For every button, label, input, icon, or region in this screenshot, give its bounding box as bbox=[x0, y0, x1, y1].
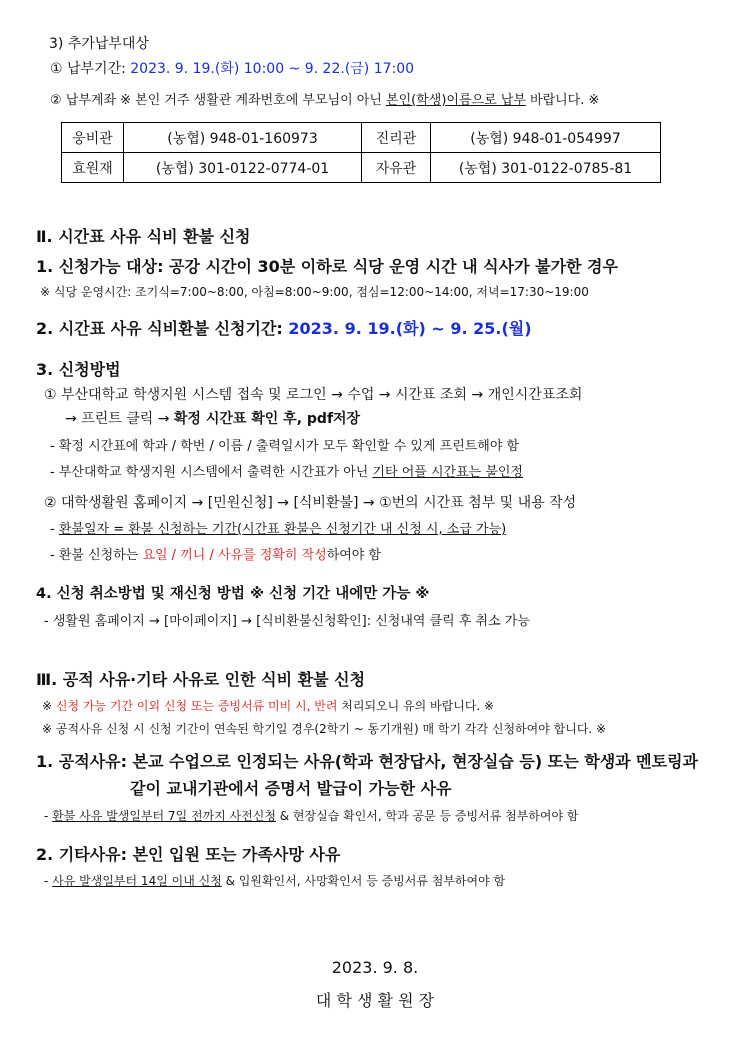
section-2-title: Ⅱ. 시간표 사유 식비 환불 신청 bbox=[36, 227, 251, 246]
account-table bbox=[61, 122, 661, 183]
dorm-account: (농협) 948-01-160973 bbox=[124, 123, 362, 153]
payment-account-line bbox=[50, 93, 599, 109]
document-date: 2023. 9. 8. bbox=[331, 958, 419, 977]
sec3-item2-title: 2. 기타사유: 본인 입원 또는 가족사망 사유 bbox=[36, 845, 341, 864]
sec3-item2-desc bbox=[44, 874, 505, 888]
payment-period-value: 2023. 9. 19.(화) 10:00 ~ 9. 22.(금) 17:00 bbox=[130, 61, 415, 77]
sec2-item4-title: 4. 신청 취소방법 및 재신청 방법 ※ 신청 기간 내에만 가능 ※ bbox=[36, 586, 430, 602]
sec3-item2-desc-dash: - bbox=[44, 874, 53, 888]
payment-account-tail: 바랍니다. ※ bbox=[525, 93, 600, 108]
sec3-item1-title-cont: 같이 교내기관에서 증명서 발급이 가능한 사유 bbox=[130, 779, 452, 798]
dorm-name: 웅비관 bbox=[62, 123, 124, 153]
sec3-item1-desc-dash: - bbox=[44, 809, 53, 823]
dorm-name: 진리관 bbox=[362, 123, 431, 153]
method-bullet-4-tail: 하여야 함 bbox=[326, 548, 382, 563]
method-step-1: ① 부산대학교 학생지원 시스템 접속 및 로그인 → 수업 → 시간표 조회 → 개인시간표조회 bbox=[44, 387, 583, 403]
dorm-name: 효원재 bbox=[62, 153, 124, 183]
sec2-item2-line bbox=[36, 319, 532, 338]
method-bullet-3-dash: - bbox=[50, 522, 59, 537]
sec3-note-1-prefix: ※ bbox=[42, 699, 56, 713]
dorm-account: (농협) 948-01-054997 bbox=[431, 123, 661, 153]
cafeteria-hours-note: ※ 식당 운영시간: 조기식=7:00~8:00, 아침=8:00~9:00, 점심=12:00~14:00, 저녁=17:30~19:00 bbox=[40, 285, 589, 299]
sec3-note-2: ※ 공적사유 신청 시 신청 기간이 연속된 학기일 경우(2학기 ~ 동기개원) 매 학기 각각 신청하여야 합니다. ※ bbox=[42, 722, 607, 736]
sec3-item1-desc bbox=[44, 809, 578, 823]
payment-period-label: ① 납부기간: bbox=[50, 61, 131, 77]
sec2-item1-title: 1. 신청가능 대상: 공강 시간이 30분 이하로 식당 운영 시간 내 식사가 불가한 경우 bbox=[36, 257, 618, 276]
method-bullet-3-underlined: 환불일자 = 환불 신청하는 기간(시간표 환불은 신청기간 내 신청 시, 소급 가능) bbox=[58, 522, 507, 537]
method-bullet-4-emphasis: 요일 / 끼니 / 사유를 정확히 작성 bbox=[142, 548, 327, 563]
method-step-2: ② 대학생활원 홈페이지 → [민원신청] → [식비환불] → ①번의 시간표 첨부 및 내용 작성 bbox=[44, 495, 577, 511]
dorm-account: (농협) 301-0122-0785-81 bbox=[431, 153, 661, 183]
sec3-item1-desc-underlined: 환불 사유 발생일부터 7일 전까지 사전신청 bbox=[52, 809, 276, 823]
method-bullet-2-underlined: 기타 어플 시간표는 불인정 bbox=[372, 465, 523, 480]
s3-heading: 3) 추가납부대상 bbox=[49, 36, 149, 52]
sec3-note-1-emphasis: 신청 가능 기간 이외 신청 또는 증빙서류 미비 시, 반려 bbox=[55, 699, 338, 713]
method-bullet-2 bbox=[50, 465, 523, 481]
method-bullet-2-text: - 부산대학교 학생지원 시스템에서 출력한 시간표가 아닌 bbox=[50, 465, 373, 480]
section-3-title: Ⅲ. 공적 사유·기타 사유로 인한 식비 환불 신청 bbox=[36, 670, 366, 689]
sec3-note-1 bbox=[42, 699, 494, 713]
sec3-item1-title: 1. 공적사유: 본교 수업으로 인정되는 사유(학과 현장답사, 현장실습 등) 또는 학생과 멘토링과 bbox=[36, 752, 699, 771]
payment-period-line bbox=[50, 61, 414, 78]
sec3-item2-desc-tail: & 입원확인서, 사망확인서 등 증빙서류 첨부하여야 함 bbox=[221, 874, 506, 888]
dorm-name: 자유관 bbox=[362, 153, 431, 183]
sec3-note-1-tail: 처리되오니 유의 바랍니다. ※ bbox=[337, 699, 495, 713]
dorm-account: (농협) 301-0122-0774-01 bbox=[124, 153, 362, 183]
method-bullet-4 bbox=[50, 548, 381, 564]
cancel-method-desc: - 생활원 홈페이지 → [마이페이지] → [식비환불신청확인]: 신청내역 클릭 후 취소 가능 bbox=[44, 614, 530, 629]
payment-account-label: ② 납부계좌 ※ 본인 거주 생활관 계좌번호에 부모님이 아닌 bbox=[50, 93, 387, 108]
method-bullet-4-text: - 환불 신청하는 bbox=[50, 548, 143, 563]
payment-account-underlined: 본인(학생)이름으로 납부 bbox=[386, 93, 526, 108]
method-step-1-cont bbox=[65, 411, 360, 428]
table-row bbox=[62, 123, 661, 153]
method-step-1-save: 확정 시간표 확인 후, pdf저장 bbox=[173, 411, 361, 427]
sec3-item2-desc-underlined: 사유 발생일부터 14일 이내 신청 bbox=[52, 874, 222, 888]
sec2-item2-period: 2023. 9. 19.(화) ~ 9. 25.(월) bbox=[288, 319, 532, 338]
table-row bbox=[62, 153, 661, 183]
method-bullet-3 bbox=[50, 522, 506, 538]
sec2-item2-label: 2. 시간표 사유 식비환불 신청기간: bbox=[36, 319, 289, 338]
sec2-item3-title: 3. 신청방법 bbox=[36, 360, 121, 379]
sec3-item1-desc-tail: & 현장실습 확인서, 학과 공문 등 증빙서류 첨부하여야 함 bbox=[275, 809, 579, 823]
method-step-1-print: → 프린트 클릭 → bbox=[65, 411, 174, 427]
method-bullet-1: - 확정 시간표에 학과 / 학번 / 이름 / 출력일시가 모두 확인할 수 있게 프린트해야 함 bbox=[50, 439, 520, 454]
issuer-signature: 대 학 생 활 원 장 bbox=[315, 991, 435, 1010]
